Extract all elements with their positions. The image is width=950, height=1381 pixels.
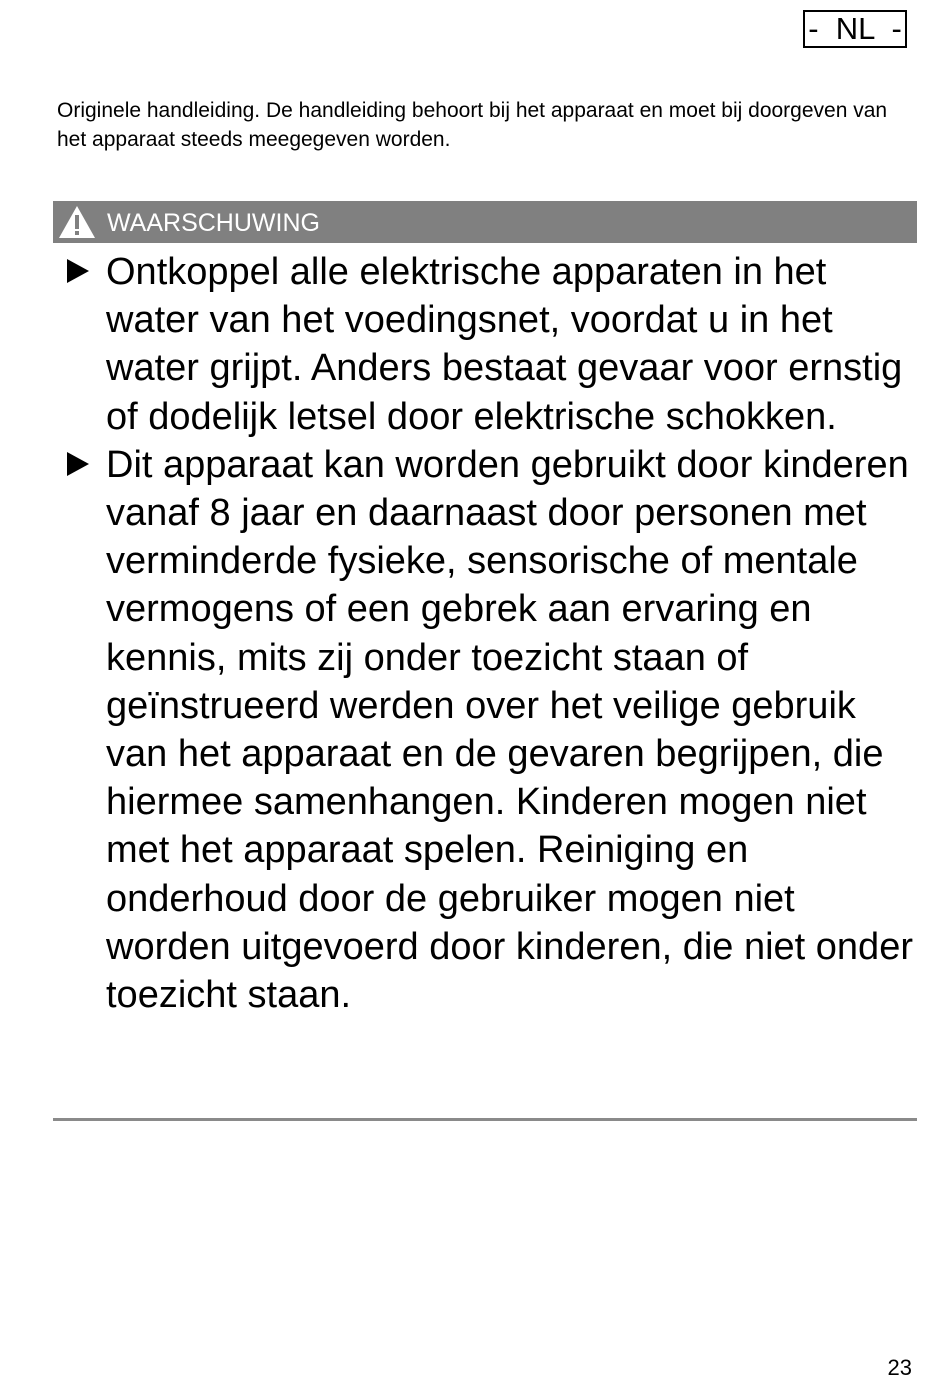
page-number: 23 (887, 1355, 912, 1380)
warning-header (53, 201, 917, 243)
warning-item-text: Dit apparaat kan worden gebruikt door kinderen vanaf 8 jaar en daarnaast door personen met verminderde fysieke, sensorische of mentale vermogens of een gebrek aan ervaring en kennis, mits zij onder toezicht staan of geïnstrueerd werden over het veilige gebruik van het apparaat en de gevaren begrijpen, die hiermee samenhangen. Kinderen mogen niet met het apparaat spelen. Reiniging en onderhoud door de gebruiker mogen niet worden uitgevoerd door kinderen, die niet onder toezicht staan. (106, 443, 913, 1017)
warning-item (53, 441, 917, 1019)
bullet-triangle-icon (67, 259, 89, 283)
bullet-triangle-icon (67, 452, 89, 476)
language-badge: - NL - (803, 10, 907, 48)
intro-text: Originele handleiding. De handleiding behoort bij het apparaat en moet bij doorgeven van het apparaat steeds meegegeven worden. (57, 99, 888, 151)
warning-list (53, 248, 917, 1019)
section-divider (53, 1118, 917, 1121)
warning-title: WAARSCHUWING (107, 209, 320, 237)
warning-item (53, 248, 917, 441)
warning-item-text: Ontkoppel alle elektrische apparaten in het water van het voedingsnet, voordat u in het water grijpt. Anders bestaat gevaar voor ernstig of dodelijk letsel door elektrische schokken. (106, 251, 903, 438)
warning-triangle-icon (57, 204, 97, 240)
